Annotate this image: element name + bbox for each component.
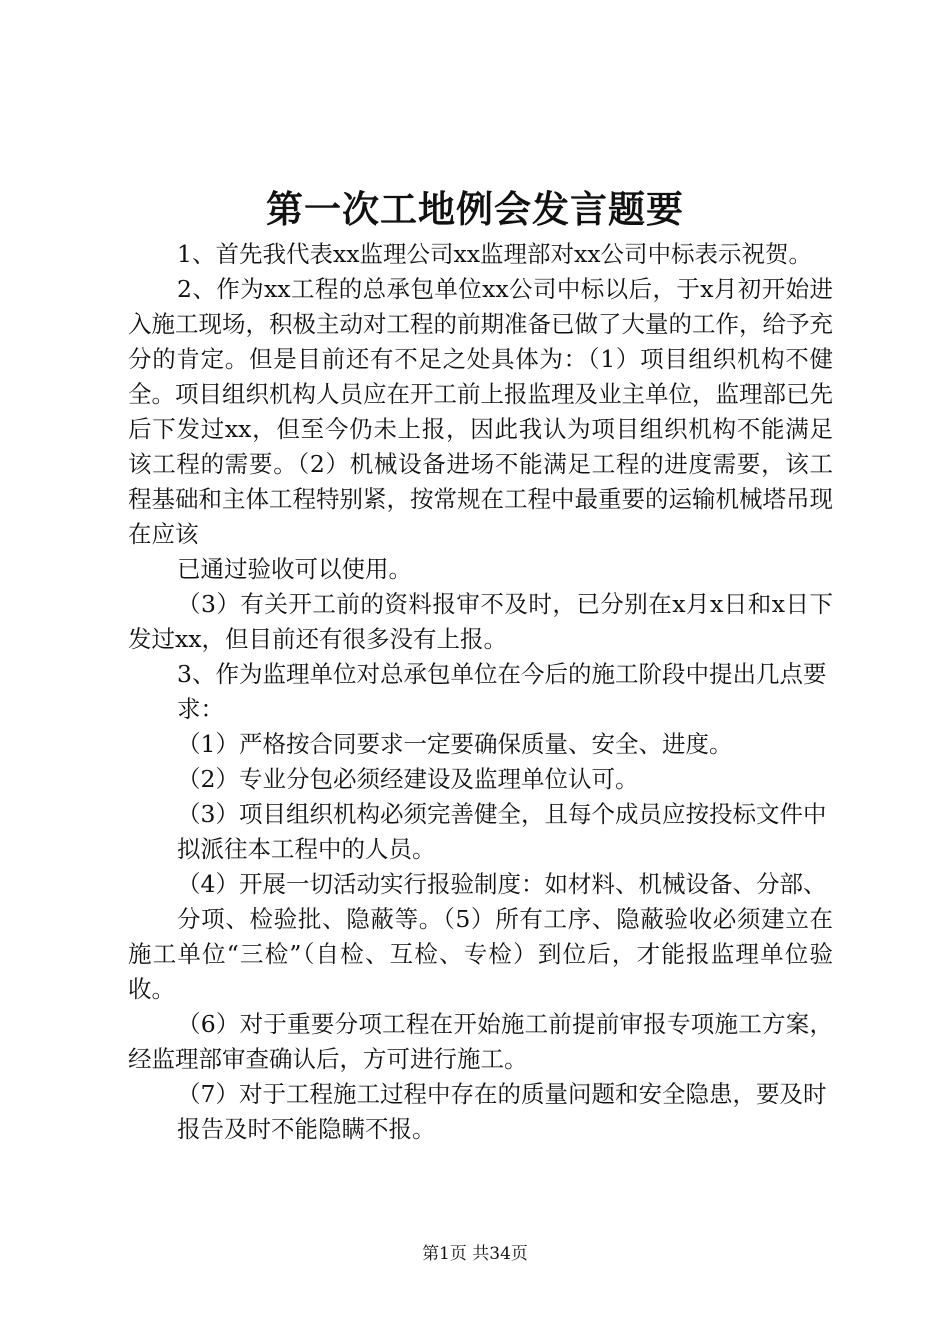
paragraph: 1、首先我代表xx监理公司xx监理部对xx公司中标表示祝贺。 [177,240,812,268]
paragraph: 2、作为xx工程的总承包单位xx公司中标以后，于x月初开始进入施工现场，积极主动对工程的前期准备已做了大量的工作，给予充分的肯定。但是目前还有不足之处具体为：（1）项目组织机构不健全。项目组织机构人员应在开工前上报监理及业主单位，监理部已先后下发过xx，但至今仍未上报，因此我认为项目组织机构不能满足该工程的需要。（2）机械设备进场不能满足工程的进度需要，该工程基础和主体工程特别紧，按常规在工程中最重要的运输机械塔吊现在应该 [128,275,833,548]
paragraph: 报告及时不能隐瞒不报。 [177,1115,436,1143]
paragraph: （1）严格按合同要求一定要确保质量、安全、进度。 [177,730,733,758]
paragraph: （3）有关开工前的资料报审不及时，已分别在x月x日和x日下发过xx，但目前还有很多没有上报。 [128,590,833,653]
paragraph: 分项、检验批、隐蔽等。（5）所有工序、隐蔽验收必须建立在施工单位“三检”（自检、互检、专检）到位后，才能报监理单位验收。 [128,905,833,1003]
paragraph: 已通过验收可以使用。 [177,555,412,583]
paragraph: 3、作为监理单位对总承包单位在今后的施工阶段中提出几点要 [177,660,827,688]
paragraph: （6）对于重要分项工程在开始施工前提前审报专项施工方案，经监理部审查确认后，方可进行施工。 [128,1010,833,1073]
paragraph: （2）专业分包必须经建设及监理单位认可。 [177,765,639,793]
paragraph: 拟派往本工程中的人员。 [177,835,436,863]
document-title: 第一次工地例会发言题要 [266,187,684,231]
page-footer: 第1页 共34页 [422,1244,528,1264]
paragraph: （4）开展一切活动实行报验制度：如材料、机械设备、分部、 [177,870,827,898]
document-body [128,237,833,1147]
paragraph: 求： [177,695,224,723]
paragraph: （3）项目组织机构必须完善健全，且每个成员应按投标文件中 [177,800,827,828]
paragraph: （7）对于工程施工过程中存在的质量问题和安全隐患，要及时 [177,1080,827,1108]
